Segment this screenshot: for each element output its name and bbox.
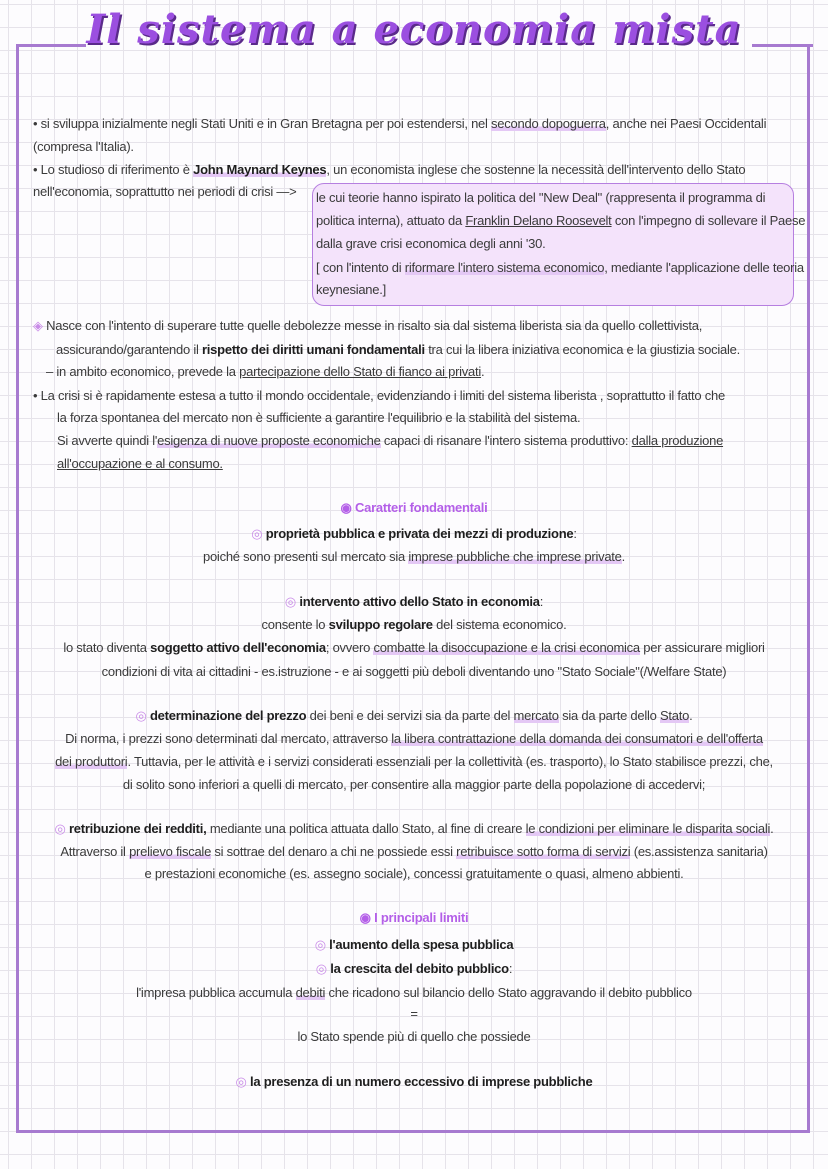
text-segment: esigenza di nuove proposte economiche: [157, 433, 381, 448]
text-segment: , mediante l'applicazione delle teoria: [604, 260, 804, 275]
text-segment: che ricadono sul bilancio dello Stato aggravando il debito pubblico: [325, 985, 692, 1000]
text-line: [0, 1005, 828, 1023]
bold-text: l'aumento della spesa pubblica: [329, 937, 514, 952]
bold-text: la crescita del debito pubblico: [330, 961, 509, 976]
text-segment: di solito sono inferiori a quelli di mercato, per consentire alla maggior parte della popolazione di accedervi;: [122, 777, 706, 792]
text-line: [0, 548, 828, 566]
text-segment: l'impresa pubblica accumula: [136, 985, 296, 1000]
text-line: [0, 820, 828, 838]
text-segment: dei beni e dei servizi sia da parte del: [306, 708, 514, 723]
text-segment: .: [481, 364, 485, 379]
text-segment: sia da parte dello: [558, 708, 660, 723]
text-line: [316, 281, 386, 299]
text-segment: .: [770, 821, 774, 836]
bold-text: retribuzione dei redditi,: [68, 821, 207, 836]
bullet-icon: ◎: [251, 526, 266, 541]
text-segment: . Tuttavia, per le attività e i servizi considerati essenziali per la collettività (es. trasporto), lo Stato stabilisce prezzi, che,: [127, 754, 773, 769]
text-segment: • Lo studioso di riferimento è: [33, 162, 194, 177]
text-segment: retribuisce sotto forma di servizi: [456, 844, 631, 859]
text-segment: assicurando/garantendo il: [56, 342, 202, 357]
bold-text: sviluppo regolare: [328, 617, 433, 632]
text-line: [0, 1073, 828, 1091]
text-segment: [ con l'intento di: [316, 260, 405, 275]
text-segment: Si avverte quindi l': [57, 433, 158, 448]
text-line: [0, 499, 828, 517]
text-line: [0, 984, 828, 1002]
text-segment: , un economista inglese che sostenne la necessità dell'intervento dello Stato: [326, 162, 746, 177]
text-segment: Attraverso il: [60, 844, 130, 859]
bold-text: la presenza di un numero eccessivo di imprese pubbliche: [250, 1074, 593, 1089]
text-line: [0, 936, 828, 954]
text-segment: (es.assistenza sanitaria): [630, 844, 768, 859]
text-segment: e prestazioni economiche (es. assegno sociale), concessi gratuitamente o quasi, almeno abbienti.: [144, 866, 684, 881]
text-line: [33, 161, 745, 179]
text-segment: secondo dopoguerra: [491, 116, 606, 131]
text-line: [0, 663, 828, 681]
text-line: [33, 115, 766, 133]
text-segment: dalla produzione: [631, 433, 724, 448]
text-segment: tra cui la libera iniziativa economica e la giustizia sociale.: [424, 342, 741, 357]
text-segment: consente lo: [261, 617, 329, 632]
bold-text: soggetto attivo dell'economia: [150, 640, 326, 655]
text-segment: lo Stato spende più di quello che possiede: [297, 1029, 531, 1044]
text-line: [0, 909, 828, 927]
text-segment: Stato: [660, 708, 690, 723]
text-line: [33, 138, 134, 156]
text-segment: • La crisi si è rapidamente estesa a tutto il mondo occidentale, evidenziando i limiti del sistema liberista , soprattutto il fatto che: [33, 388, 725, 403]
text-line: [33, 183, 296, 201]
text-segment: poiché sono presenti sul mercato sia: [202, 549, 409, 564]
text-segment: prelievo fiscale: [129, 844, 212, 859]
text-segment: le condizioni per eliminare le disparita sociali: [525, 821, 771, 836]
text-line: [0, 753, 828, 771]
text-line: [316, 235, 545, 253]
text-line: [0, 525, 828, 543]
text-segment: per assicurare migliori: [639, 640, 765, 655]
text-line: [0, 707, 828, 725]
text-line: [0, 639, 828, 657]
bullet-icon: ◎: [54, 821, 69, 836]
text-segment: si sottrae del denaro a chi ne possiede essi: [211, 844, 457, 859]
text-line: [56, 341, 740, 359]
text-segment: :: [508, 961, 513, 976]
bold-text: intervento attivo dello Stato in economia: [299, 594, 540, 609]
text-line: [316, 189, 765, 207]
text-segment: lo stato diventa: [63, 640, 151, 655]
text-line: [0, 730, 828, 748]
text-segment: all'occupazione e al consumo.: [57, 456, 223, 471]
page-title: Il sistema a economia mista: [86, 6, 742, 53]
bold-text: determinazione del prezzo: [149, 708, 307, 723]
text-segment: Franklin Delano Roosevelt: [465, 213, 612, 228]
text-segment: imprese pubbliche che imprese private: [408, 549, 622, 564]
text-segment: Di norma, i prezzi sono determinati dal mercato, attraverso: [65, 731, 392, 746]
text-segment: ◉ I principali limiti: [359, 910, 469, 925]
text-segment: politica interna), attuato da: [316, 213, 466, 228]
text-line: [46, 363, 484, 381]
text-segment: con l'impegno di sollevare il Paese: [611, 213, 806, 228]
text-segment: riformare l'intero sistema economico: [404, 260, 605, 275]
text-segment: debiti: [295, 985, 326, 1000]
bold-text: rispetto dei diritti umani fondamentali: [202, 342, 425, 357]
text-line: [0, 843, 828, 861]
text-line: [316, 259, 804, 277]
text-line: [57, 432, 723, 450]
bullet-icon: ◎: [315, 961, 331, 976]
text-segment: Nasce con l'intento di superare tutte quelle debolezze messe in risalto sia dal sistema liberista sia da quello collettivista,: [46, 318, 703, 333]
text-line: [316, 212, 805, 230]
text-line: [57, 409, 580, 427]
bold-text: John Maynard Keynes: [193, 162, 327, 177]
text-line: [0, 776, 828, 794]
text-segment: la libera contrattazione della domanda dei consumatori e dell'offerta: [391, 731, 763, 746]
text-segment: (compresa l'Italia).: [33, 139, 134, 154]
text-segment: la forza spontanea del mercato non è sufficiente a garantire l'equilibrio e la stabilità del sistema.: [57, 410, 581, 425]
text-line: [0, 616, 828, 634]
bold-text: proprietà pubblica e privata dei mezzi di produzione: [265, 526, 574, 541]
text-segment: capaci di risanare l'intero sistema produttivo:: [380, 433, 632, 448]
text-segment: dalla grave crisi economica degli anni '30.: [316, 236, 546, 251]
text-segment: .: [689, 708, 693, 723]
text-segment: :: [573, 526, 577, 541]
text-segment: ◉ Caratteri fondamentali: [340, 500, 488, 515]
text-segment: le cui teorie hanno ispirato la politica del "New Deal" (rappresenta il programma di: [316, 190, 766, 205]
text-segment: ; ovvero: [325, 640, 374, 655]
text-segment: condizioni di vita ai cittadini - es.istruzione - e ai soggetti più deboli diventando uno "Stato Sociale"(/Welfare State): [101, 664, 727, 679]
text-segment: partecipazione dello Stato di fianco ai privati: [239, 364, 482, 379]
text-line: [0, 865, 828, 883]
text-segment: keynesiane.]: [316, 282, 386, 297]
bullet-icon: ◎: [314, 937, 330, 952]
text-segment: :: [539, 594, 544, 609]
text-line: [0, 1028, 828, 1046]
text-segment: – in ambito economico, prevede la: [46, 364, 240, 379]
bullet-icon: ◎: [284, 594, 300, 609]
text-line: [33, 387, 725, 405]
text-line: [0, 593, 828, 611]
bullet-icon: ◎: [135, 708, 150, 723]
text-segment: mercato: [513, 708, 559, 723]
text-segment: combatte la disoccupazione e la crisi economica: [373, 640, 640, 655]
text-segment: del sistema economico.: [432, 617, 567, 632]
text-segment: dei produttori: [55, 754, 128, 769]
text-segment: nell'economia, soprattutto nei periodi di crisi —>: [33, 184, 297, 199]
bullet-icon: ◎: [235, 1074, 251, 1089]
text-segment: • si sviluppa inizialmente negli Stati Uniti e in Gran Bretagna per poi estendersi, nel: [33, 116, 492, 131]
text-line: [57, 455, 223, 473]
text-segment: , anche nei Paesi Occidentali: [605, 116, 767, 131]
text-segment: =: [410, 1006, 418, 1021]
text-line: [33, 317, 702, 335]
bullet-icon: ◈: [33, 318, 47, 333]
text-segment: .: [621, 549, 626, 564]
text-segment: mediante una politica attuata dallo Stato, al fine di creare: [206, 821, 526, 836]
text-line: [0, 960, 828, 978]
